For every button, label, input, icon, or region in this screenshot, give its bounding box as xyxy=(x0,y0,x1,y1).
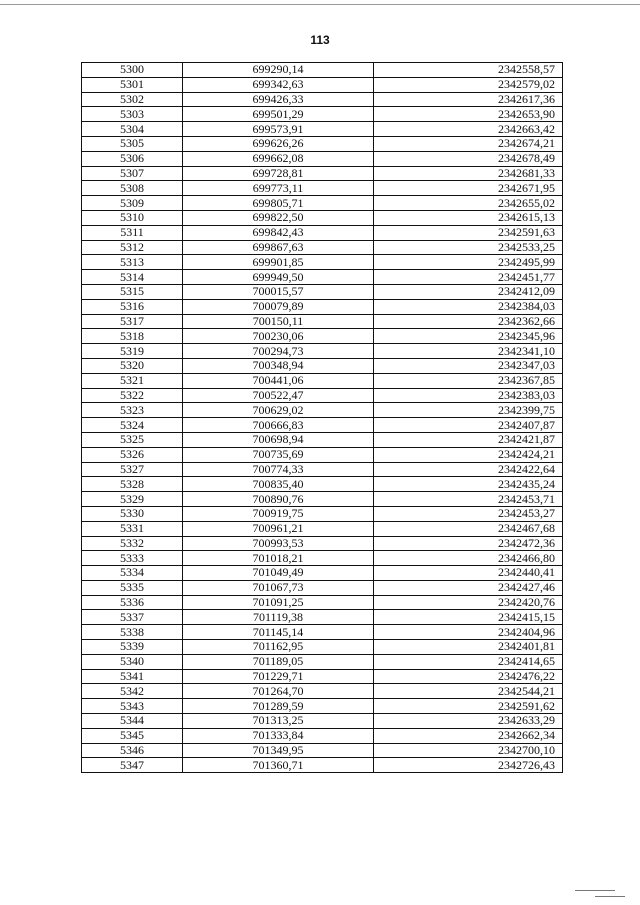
point-number-cell: 5319 xyxy=(82,344,183,359)
x-coordinate-cell: 701289,59 xyxy=(183,699,374,714)
table-row xyxy=(82,314,563,329)
y-coordinate-cell: 2342435,24 xyxy=(374,477,563,492)
y-coordinate-cell: 2342674,21 xyxy=(374,136,563,151)
y-coordinate-cell: 2342466,80 xyxy=(374,551,563,566)
point-number-cell: 5313 xyxy=(82,255,183,270)
table-row xyxy=(82,477,563,492)
point-number-cell: 5301 xyxy=(82,77,183,92)
x-coordinate-cell: 700294,73 xyxy=(183,344,374,359)
x-coordinate-cell: 700890,76 xyxy=(183,492,374,507)
scan-artifact-line xyxy=(575,890,615,891)
y-coordinate-cell: 2342467,68 xyxy=(374,521,563,536)
point-number-cell: 5324 xyxy=(82,418,183,433)
x-coordinate-cell: 700348,94 xyxy=(183,358,374,373)
x-coordinate-cell: 700698,94 xyxy=(183,432,374,447)
point-number-cell: 5310 xyxy=(82,210,183,225)
y-coordinate-cell: 2342453,71 xyxy=(374,492,563,507)
table-row xyxy=(82,122,563,137)
y-coordinate-cell: 2342420,76 xyxy=(374,595,563,610)
y-coordinate-cell: 2342678,49 xyxy=(374,151,563,166)
y-coordinate-cell: 2342533,25 xyxy=(374,240,563,255)
y-coordinate-cell: 2342421,87 xyxy=(374,432,563,447)
point-number-cell: 5303 xyxy=(82,107,183,122)
y-coordinate-cell: 2342451,77 xyxy=(374,270,563,285)
table-row xyxy=(82,432,563,447)
table-row xyxy=(82,758,563,773)
x-coordinate-cell: 701119,38 xyxy=(183,610,374,625)
point-number-cell: 5333 xyxy=(82,551,183,566)
table-row xyxy=(82,388,563,403)
point-number-cell: 5306 xyxy=(82,151,183,166)
x-coordinate-cell: 701229,71 xyxy=(183,669,374,684)
table-row xyxy=(82,669,563,684)
table-row xyxy=(82,566,563,581)
y-coordinate-cell: 2342453,27 xyxy=(374,506,563,521)
coordinates-table xyxy=(81,62,563,773)
x-coordinate-cell: 699867,63 xyxy=(183,240,374,255)
y-coordinate-cell: 2342615,13 xyxy=(374,210,563,225)
point-number-cell: 5325 xyxy=(82,432,183,447)
x-coordinate-cell: 701067,73 xyxy=(183,580,374,595)
x-coordinate-cell: 700441,06 xyxy=(183,373,374,388)
point-number-cell: 5346 xyxy=(82,743,183,758)
table-row xyxy=(82,580,563,595)
point-number-cell: 5314 xyxy=(82,270,183,285)
y-coordinate-cell: 2342414,65 xyxy=(374,654,563,669)
x-coordinate-cell: 701145,14 xyxy=(183,625,374,640)
point-number-cell: 5340 xyxy=(82,654,183,669)
y-coordinate-cell: 2342341,10 xyxy=(374,344,563,359)
x-coordinate-cell: 700629,02 xyxy=(183,403,374,418)
table-row xyxy=(82,107,563,122)
y-coordinate-cell: 2342362,66 xyxy=(374,314,563,329)
point-number-cell: 5309 xyxy=(82,196,183,211)
table-row xyxy=(82,181,563,196)
y-coordinate-cell: 2342440,41 xyxy=(374,566,563,581)
x-coordinate-cell: 701333,84 xyxy=(183,728,374,743)
table-row xyxy=(82,699,563,714)
table-row xyxy=(82,151,563,166)
x-coordinate-cell: 701264,70 xyxy=(183,684,374,699)
table-row xyxy=(82,684,563,699)
point-number-cell: 5342 xyxy=(82,684,183,699)
table-row xyxy=(82,610,563,625)
point-number-cell: 5339 xyxy=(82,640,183,655)
x-coordinate-cell: 700993,53 xyxy=(183,536,374,551)
point-number-cell: 5344 xyxy=(82,714,183,729)
x-coordinate-cell: 700150,11 xyxy=(183,314,374,329)
table-row xyxy=(82,63,563,78)
y-coordinate-cell: 2342401,81 xyxy=(374,640,563,655)
table-row xyxy=(82,506,563,521)
y-coordinate-cell: 2342345,96 xyxy=(374,329,563,344)
x-coordinate-cell: 701313,25 xyxy=(183,714,374,729)
point-number-cell: 5321 xyxy=(82,373,183,388)
table-row xyxy=(82,136,563,151)
y-coordinate-cell: 2342427,46 xyxy=(374,580,563,595)
y-coordinate-cell: 2342476,22 xyxy=(374,669,563,684)
y-coordinate-cell: 2342662,34 xyxy=(374,728,563,743)
x-coordinate-cell: 699426,33 xyxy=(183,92,374,107)
table-row xyxy=(82,640,563,655)
point-number-cell: 5338 xyxy=(82,625,183,640)
x-coordinate-cell: 699501,29 xyxy=(183,107,374,122)
table-row xyxy=(82,225,563,240)
x-coordinate-cell: 700835,40 xyxy=(183,477,374,492)
point-number-cell: 5318 xyxy=(82,329,183,344)
table-row xyxy=(82,240,563,255)
y-coordinate-cell: 2342591,62 xyxy=(374,699,563,714)
scan-artifact-line xyxy=(595,896,625,897)
table-row xyxy=(82,270,563,285)
x-coordinate-cell: 700961,21 xyxy=(183,521,374,536)
y-coordinate-cell: 2342407,87 xyxy=(374,418,563,433)
point-number-cell: 5329 xyxy=(82,492,183,507)
x-coordinate-cell: 699626,26 xyxy=(183,136,374,151)
x-coordinate-cell: 701018,21 xyxy=(183,551,374,566)
point-number-cell: 5330 xyxy=(82,506,183,521)
x-coordinate-cell: 699822,50 xyxy=(183,210,374,225)
point-number-cell: 5345 xyxy=(82,728,183,743)
x-coordinate-cell: 700015,57 xyxy=(183,284,374,299)
table-row xyxy=(82,255,563,270)
table-row xyxy=(82,358,563,373)
point-number-cell: 5311 xyxy=(82,225,183,240)
table-row xyxy=(82,654,563,669)
x-coordinate-cell: 699805,71 xyxy=(183,196,374,211)
point-number-cell: 5326 xyxy=(82,447,183,462)
x-coordinate-cell: 699842,43 xyxy=(183,225,374,240)
table-row xyxy=(82,447,563,462)
table-row xyxy=(82,625,563,640)
table-row xyxy=(82,492,563,507)
y-coordinate-cell: 2342681,33 xyxy=(374,166,563,181)
y-coordinate-cell: 2342663,42 xyxy=(374,122,563,137)
y-coordinate-cell: 2342404,96 xyxy=(374,625,563,640)
x-coordinate-cell: 699728,81 xyxy=(183,166,374,181)
table-row xyxy=(82,418,563,433)
y-coordinate-cell: 2342415,15 xyxy=(374,610,563,625)
table-row xyxy=(82,210,563,225)
table-row xyxy=(82,728,563,743)
point-number-cell: 5304 xyxy=(82,122,183,137)
x-coordinate-cell: 700666,83 xyxy=(183,418,374,433)
scan-top-edge xyxy=(0,4,640,5)
table-row xyxy=(82,373,563,388)
y-coordinate-cell: 2342617,36 xyxy=(374,92,563,107)
table-row xyxy=(82,92,563,107)
table-row xyxy=(82,595,563,610)
page-number: 113 xyxy=(310,33,330,47)
point-number-cell: 5323 xyxy=(82,403,183,418)
table-row xyxy=(82,403,563,418)
x-coordinate-cell: 701091,25 xyxy=(183,595,374,610)
point-number-cell: 5302 xyxy=(82,92,183,107)
coordinates-table-body xyxy=(82,63,563,773)
x-coordinate-cell: 699949,50 xyxy=(183,270,374,285)
y-coordinate-cell: 2342671,95 xyxy=(374,181,563,196)
point-number-cell: 5343 xyxy=(82,699,183,714)
table-row xyxy=(82,536,563,551)
x-coordinate-cell: 701349,95 xyxy=(183,743,374,758)
point-number-cell: 5341 xyxy=(82,669,183,684)
point-number-cell: 5322 xyxy=(82,388,183,403)
point-number-cell: 5300 xyxy=(82,63,183,78)
point-number-cell: 5337 xyxy=(82,610,183,625)
x-coordinate-cell: 700735,69 xyxy=(183,447,374,462)
x-coordinate-cell: 699342,63 xyxy=(183,77,374,92)
point-number-cell: 5335 xyxy=(82,580,183,595)
y-coordinate-cell: 2342424,21 xyxy=(374,447,563,462)
table-row xyxy=(82,284,563,299)
table-row xyxy=(82,521,563,536)
table-row xyxy=(82,462,563,477)
y-coordinate-cell: 2342383,03 xyxy=(374,388,563,403)
point-number-cell: 5334 xyxy=(82,566,183,581)
x-coordinate-cell: 700230,06 xyxy=(183,329,374,344)
y-coordinate-cell: 2342384,03 xyxy=(374,299,563,314)
table-row xyxy=(82,743,563,758)
point-number-cell: 5331 xyxy=(82,521,183,536)
x-coordinate-cell: 699573,91 xyxy=(183,122,374,137)
y-coordinate-cell: 2342412,09 xyxy=(374,284,563,299)
table-row xyxy=(82,166,563,181)
table-row xyxy=(82,329,563,344)
y-coordinate-cell: 2342347,03 xyxy=(374,358,563,373)
x-coordinate-cell: 699662,08 xyxy=(183,151,374,166)
point-number-cell: 5307 xyxy=(82,166,183,181)
y-coordinate-cell: 2342655,02 xyxy=(374,196,563,211)
y-coordinate-cell: 2342591,63 xyxy=(374,225,563,240)
x-coordinate-cell: 701162,95 xyxy=(183,640,374,655)
point-number-cell: 5320 xyxy=(82,358,183,373)
table-row xyxy=(82,299,563,314)
point-number-cell: 5327 xyxy=(82,462,183,477)
point-number-cell: 5347 xyxy=(82,758,183,773)
x-coordinate-cell: 699290,14 xyxy=(183,63,374,78)
y-coordinate-cell: 2342367,85 xyxy=(374,373,563,388)
table-row xyxy=(82,714,563,729)
x-coordinate-cell: 701360,71 xyxy=(183,758,374,773)
point-number-cell: 5312 xyxy=(82,240,183,255)
table-row xyxy=(82,551,563,566)
x-coordinate-cell: 699901,85 xyxy=(183,255,374,270)
y-coordinate-cell: 2342558,57 xyxy=(374,63,563,78)
y-coordinate-cell: 2342726,43 xyxy=(374,758,563,773)
x-coordinate-cell: 700522,47 xyxy=(183,388,374,403)
x-coordinate-cell: 700919,75 xyxy=(183,506,374,521)
point-number-cell: 5317 xyxy=(82,314,183,329)
y-coordinate-cell: 2342472,36 xyxy=(374,536,563,551)
table-row xyxy=(82,196,563,211)
y-coordinate-cell: 2342579,02 xyxy=(374,77,563,92)
point-number-cell: 5332 xyxy=(82,536,183,551)
y-coordinate-cell: 2342399,75 xyxy=(374,403,563,418)
y-coordinate-cell: 2342495,99 xyxy=(374,255,563,270)
x-coordinate-cell: 700774,33 xyxy=(183,462,374,477)
point-number-cell: 5315 xyxy=(82,284,183,299)
table-row xyxy=(82,77,563,92)
y-coordinate-cell: 2342653,90 xyxy=(374,107,563,122)
x-coordinate-cell: 700079,89 xyxy=(183,299,374,314)
x-coordinate-cell: 699773,11 xyxy=(183,181,374,196)
point-number-cell: 5328 xyxy=(82,477,183,492)
point-number-cell: 5316 xyxy=(82,299,183,314)
table-row xyxy=(82,344,563,359)
point-number-cell: 5308 xyxy=(82,181,183,196)
x-coordinate-cell: 701049,49 xyxy=(183,566,374,581)
y-coordinate-cell: 2342544,21 xyxy=(374,684,563,699)
point-number-cell: 5305 xyxy=(82,136,183,151)
x-coordinate-cell: 701189,05 xyxy=(183,654,374,669)
y-coordinate-cell: 2342422,64 xyxy=(374,462,563,477)
y-coordinate-cell: 2342633,29 xyxy=(374,714,563,729)
y-coordinate-cell: 2342700,10 xyxy=(374,743,563,758)
point-number-cell: 5336 xyxy=(82,595,183,610)
